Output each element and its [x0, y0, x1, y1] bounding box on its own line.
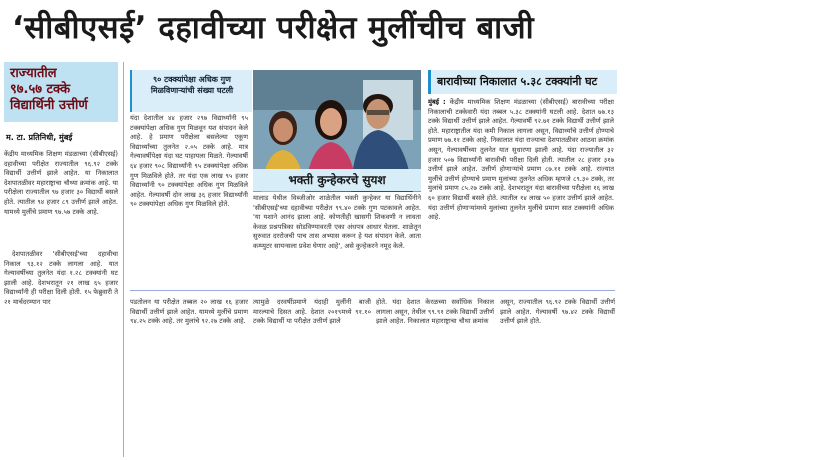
photo-caption-band: [253, 169, 421, 191]
column-1-text-continued: देशपातळीवर 'सीबीएसई'च्या दहावीचा निकाल ९३.१२ टक्के लागला आहे. यात गेल्यावर्षीच्या तुलनेत यंदा १.२८ टक्क्यांनी घट झाली आहे. देशभरातून २१ लाख ६५ हजार विद्यार्थ्यांनी ही परीक्षा दिली होती. १५ फेब्रुवारी ते २१ मार्चदरम्यान पार: [4, 250, 118, 306]
info-box: [130, 70, 252, 112]
column-2-text: यंदा देशातील ४४ हजार २९७ विद्यार्थ्यांनी ९५ टक्क्यांपेक्षा अधिक गुण मिळवून यश संपादन केले आहे. हे प्रमाण परीक्षेला बसलेल्या एकूण विद्यार्थ्यांच्या तुलनेत २.०५ टक्के आहे. मात्र गेल्यावर्षीपेक्षा यंदा घट पाहायला मिळते. गेल्यावर्षी ६४ हजार ९०८ विद्यार्थ्यांनी ९५ टक्क्यांपेक्षा अधिक गुण मिळविले होते. तर यंदा एक लाख ९५ हजार विद्यार्थ्यांनी ९० टक्क्यांपेक्षा अधिक गुण मिळविले आहेत. गेल्यावर्षी दोन लाख ३६ हजार विद्यार्थ्यांनी ९० टक्क्यांपेक्षा अधिक गुण मिळविले होते.: [130, 114, 248, 209]
headline: ‘सीबीएसई’ दहावीच्या परीक्षेत मुलींचीच बाजी: [12, 10, 535, 46]
column-divider: [123, 62, 124, 457]
right-story-dateline: मुंबई :: [428, 98, 446, 106]
right-story-body: [428, 98, 614, 290]
right-story-text: केंद्रीय माध्यमिक शिक्षण मंडळाच्या (सीबीएसई) बारावीच्या परीक्षा निकालाची टक्केवारी यंदा तब्बल ५.३८ टक्क्यांनी घटली आहे. देशात ७७.१३ टक्के विद्यार्थी उत्तीर्ण झाले आहेत. गेल्यावर्षी ९२.७१ टक्के विद्यार्थी उत्तीर्ण झाले होते. महाराष्ट्रातील यंदा कमी निकाल लागला असून, विद्यार्थ्यांचे उत्तीर्ण होण्याचे प्रमाण ७७.११ टक्के आहे. निकालात यंदा राज्याचा देशपातळीवर आठवा क्रमांक असून, गेल्यावर्षीच्या तुलनेत यात सुधारणा झाली आहे. यंदा राज्यातील ३२ हजार ५०७ विद्यार्थ्यांनी बारावीची परीक्षा दिली होती. त्यातील २८ हजार ३१७ उत्तीर्ण झाले आहेत. उत्तीर्ण होणाऱ्यांचे प्रमाण ८७.११ टक्के आहे. राज्यात मुलींचे उत्तीर्ण होण्याचे प्रमाण मुलांच्या तुलनेत अधिक म्हणजे ८९.३० टक्के, तर मुलांचे प्रमाण ८५.२७ टक्के आहे. देशभरातून यंदा बारावीच्या परीक्षेला १६ लाख ६० हजार विद्यार्थी बसले होते. त्यातील १४ लाख ५० हजार उत्तीर्ण झाले आहेत. यंदा उत्तीर्ण होणाऱ्यांमध्ये मुलांच्या तुलनेत मुलींचे प्रमाण सात टक्क्यांनी अधिक आहे.: [428, 98, 614, 222]
highlight-line-2: ९७.५७ टक्के: [10, 82, 71, 97]
column-5-text-continued: असून, राज्यातील ९६.९२ टक्के विद्यार्थी उत्तीर्ण झाले आहेत. गेल्यावर्षी ९७.४२ टक्के विद्यार्थी उत्तीर्ण झाले होते.: [500, 298, 615, 326]
info-box-title: ९० टक्क्यांपेक्षा अधिक गुण मिळविणाऱ्यांची संख्या घटली: [150, 75, 234, 95]
column-1-text: केंद्रीय माध्यमिक शिक्षण मंडळाच्या (सीबीएसई) दहावीच्या परीक्षेत राज्यातील ९६.९२ टक्के विद्यार्थी उत्तीर्ण झाले आहेत. या निकालात देशपातळीवर महाराष्ट्राचा चौथ्या क्रमांक आहे. या परीक्षेला राज्यातील ९७ हजार ३० विद्यार्थी बसले होते. त्यातील ९४ हजार ८९ उत्तीर्ण झाले आहेत. यामध्ये मुलींचे प्रमाण ९७.५७ टक्के आहे.: [4, 150, 118, 216]
right-story-heading-band: [428, 70, 617, 94]
section-divider: [130, 290, 615, 291]
highlight-box: [4, 62, 118, 122]
byline: म. टा. प्रतिनिधी, मुंबई: [6, 133, 73, 142]
photo-caption: भक्ती कुन्हेकरचे सुयश: [288, 173, 386, 187]
column-3-text-continued: त्यामुळे दरवर्षीप्रमाणे यंदाही मुलींनी बाजी मारल्याचे दिसत आहे. देशात २०१९मध्ये ९१.१० टक्के विद्यार्थी या परीक्षेत उत्तीर्ण झाले: [253, 298, 371, 326]
highlight-line-1: राज्यातील: [10, 66, 57, 81]
column-4-text-continued: होते. यंदा देशात केरळच्या सर्वाधिक निकाल लागला असून, तेथील ९९.९१ टक्के विद्यार्थी उत्तीर्ण झाले आहेत. निकालात महाराष्ट्राचा चौथा क्रमांक: [376, 298, 494, 326]
highlight-line-3: विद्यार्थिनी उत्तीर्ण: [10, 98, 88, 113]
column-3-text: मालाड येथील विब्जीओर शाळेतील भक्ती कुन्हेकर या विद्यार्थिनीने 'सीबीएसई'च्या दहावीच्या परीक्षेत ९९.४० टक्के गुण पटकावले आहेत. 'या यशाने आनंद झाला आहे. कोणतीही खासगी शिकवणी न लावता केवळ प्रश्नपत्रिका सोडविण्यावरती एका अंधपत्र आधार घेतला. शाळेतून सुरुवात दररोजची पाच तास अभ्यास करून हे यश संपादन केले. आता कम्प्युटर सायन्सला प्रवेश घेणार आहे', असे कुन्हेकरने नमूद केले.: [253, 194, 421, 250]
right-story-heading: बारावीच्या निकालात ५.३८ टक्क्यांनी घट: [437, 75, 598, 88]
column-2-text-continued: पडतोलन या परीक्षेत तब्बल २० लाख १६ हजार विद्यार्थी उत्तीर्ण झाले आहेत. यामध्ये मुलींचे प्रमाण ९४.२५ टक्के आहे. तर मुलांचे ९२.२७ टक्के आहे.: [130, 298, 248, 326]
